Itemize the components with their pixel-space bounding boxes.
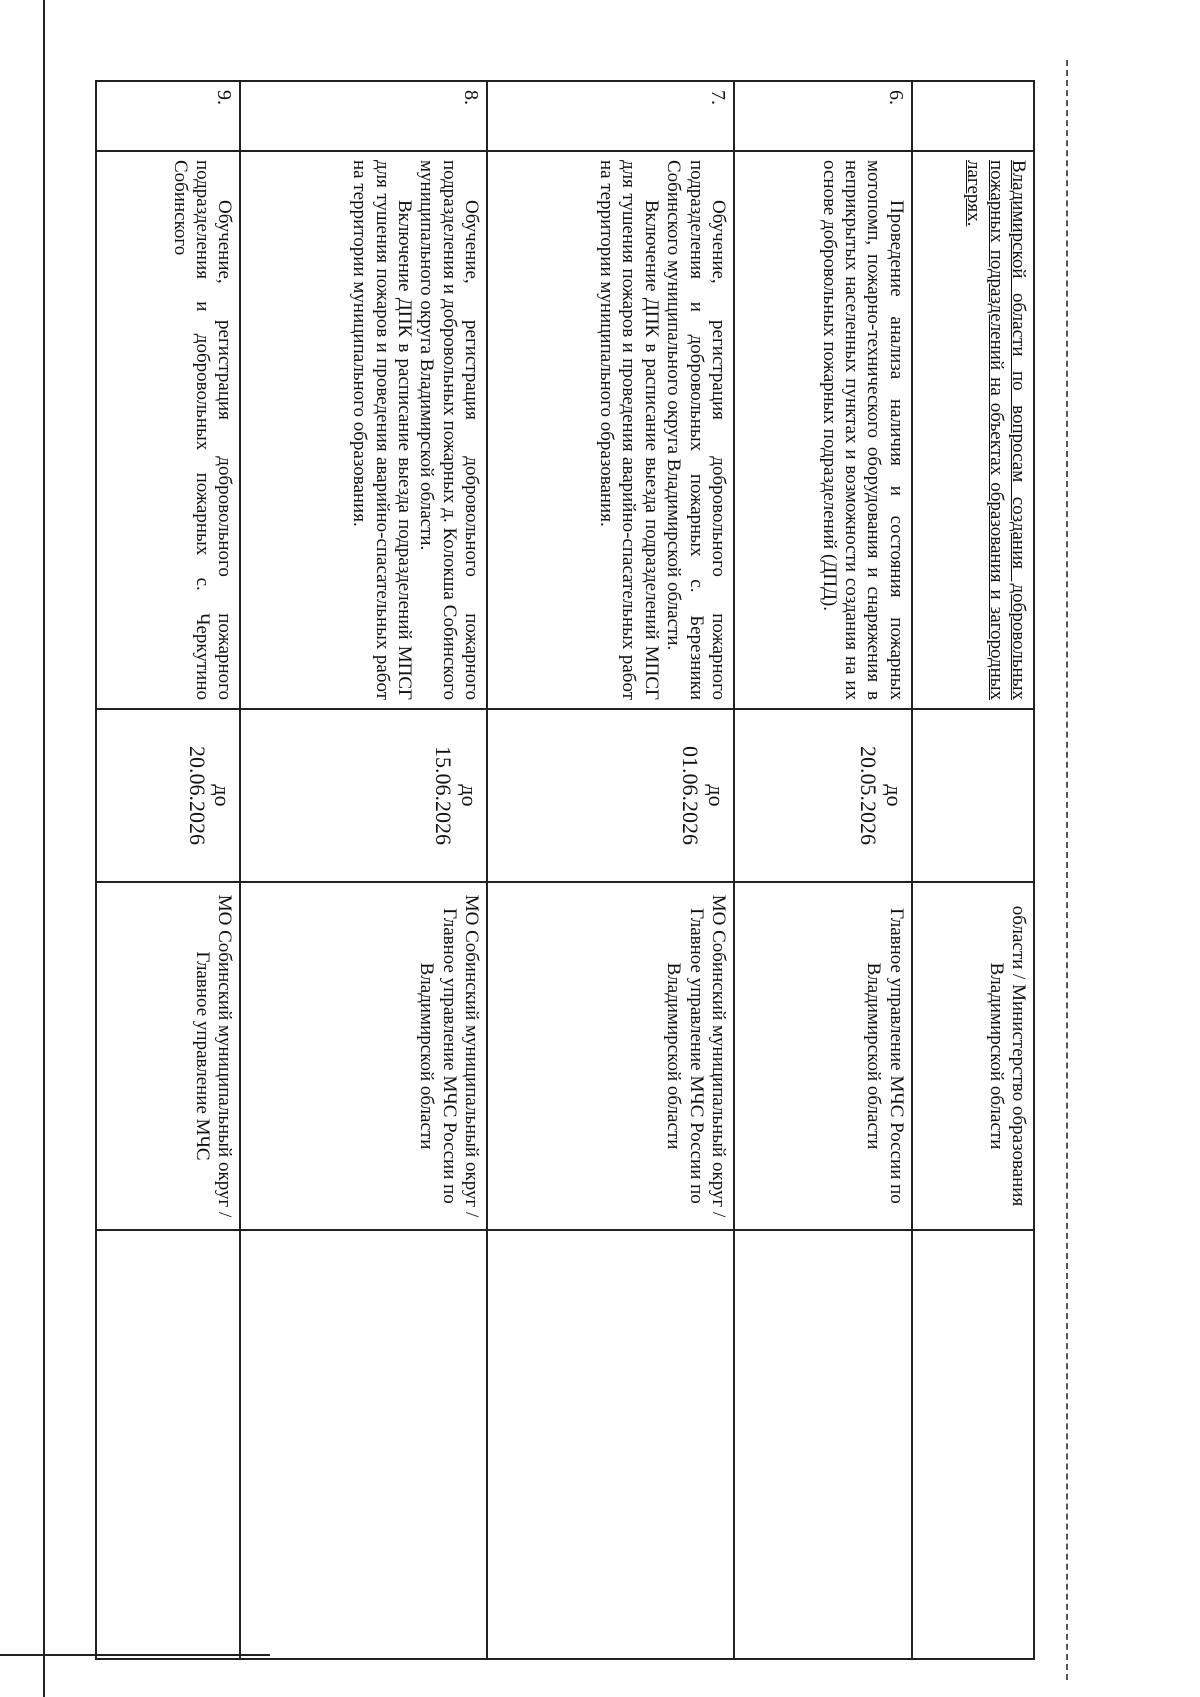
row-number	[912, 81, 1034, 151]
event-text: Включение ДПК в расписание выезда подразделений МПСГ для тушения пожаров и проведения аварийно-спасательных работ на территории муниципального образования.	[349, 160, 415, 700]
rotated-page	[95, 80, 1035, 1660]
deadline-prefix: до	[457, 784, 483, 807]
responsible-cell: МО Собинский муниципальный округ / Главное управление МЧС России по Владимирской области	[241, 882, 488, 1230]
responsible-cell: МО Собинский муниципальный округ / Главное управление МЧС	[96, 882, 241, 1230]
deadline-prefix: до	[703, 784, 729, 807]
scan-dashed-line	[1066, 60, 1068, 1680]
note-cell	[734, 1230, 912, 1659]
row-number: 9.	[96, 81, 241, 151]
note-cell	[241, 1230, 488, 1659]
table-row	[241, 81, 488, 1659]
deadline-date: 20.05.2026	[855, 746, 881, 845]
note-cell	[912, 1230, 1034, 1659]
activity-plan-table	[95, 80, 1035, 1660]
event-cell	[912, 151, 1034, 709]
table-row	[96, 81, 241, 1659]
deadline-date: 01.06.2026	[677, 746, 703, 845]
deadline-cell	[912, 709, 1034, 882]
deadline-cell	[734, 709, 912, 882]
note-cell	[487, 1230, 734, 1659]
event-text: Обучение, регистрация добровольного пожарного подразделения и добровольных пожарных с. Черкутино Собинского	[169, 160, 236, 700]
row-number: 7.	[487, 81, 734, 151]
event-cell	[734, 151, 912, 709]
scan-edge-line	[43, 0, 45, 1697]
deadline-date: 20.06.2026	[184, 746, 210, 845]
event-cell	[96, 151, 241, 709]
table-row	[912, 81, 1034, 1659]
responsible-cell: МО Собинский муниципальный округ / Главное управление МЧС России по Владимирской области	[487, 882, 734, 1230]
deadline-prefix: до	[210, 784, 236, 807]
event-cell	[487, 151, 734, 709]
row-number: 8.	[241, 81, 488, 151]
deadline-cell	[96, 709, 241, 882]
table-row	[487, 81, 734, 1659]
event-text: Обучение, регистрация добровольного пожарного подразделения и добровольных пожарных д. Колокша Собинского муниципального округа Владимирской области.	[416, 160, 483, 700]
deadline-prefix: до	[881, 784, 907, 807]
deadline-cell	[241, 709, 488, 882]
event-text: Обучение, регистрация добровольного пожарного подразделения и добровольных пожарных с. Березники Собинского муниципального округа Владимирской области.	[663, 160, 729, 700]
table-row	[734, 81, 912, 1659]
event-text: Владимирской области по вопросам создания добровольных пожарных подразделений на объектах образования и загородных лагерях.	[963, 160, 1029, 700]
event-text: Проведение анализа наличия и состояния пожарных мотопомп, пожарно-технического оборудования и снаряжения в неприкрытых населенных пунктах и возможности создания на их основе добровольных пожарных подразделений (ДПД).	[818, 160, 907, 700]
event-text: Включение ДПК в расписание выезда подразделений МПСГ для тушения пожаров и проведения аварийно-спасательных работ на территории муниципального образования.	[595, 160, 662, 700]
row-number: 6.	[734, 81, 912, 151]
deadline-cell	[487, 709, 734, 882]
responsible-cell: Главное управление МЧС России по Владимирской области	[734, 882, 912, 1230]
deadline-date: 15.06.2026	[431, 746, 457, 845]
note-cell	[96, 1230, 241, 1659]
responsible-cell: области / Министерство образования Владимирской области	[912, 882, 1034, 1230]
event-cell	[241, 151, 488, 709]
